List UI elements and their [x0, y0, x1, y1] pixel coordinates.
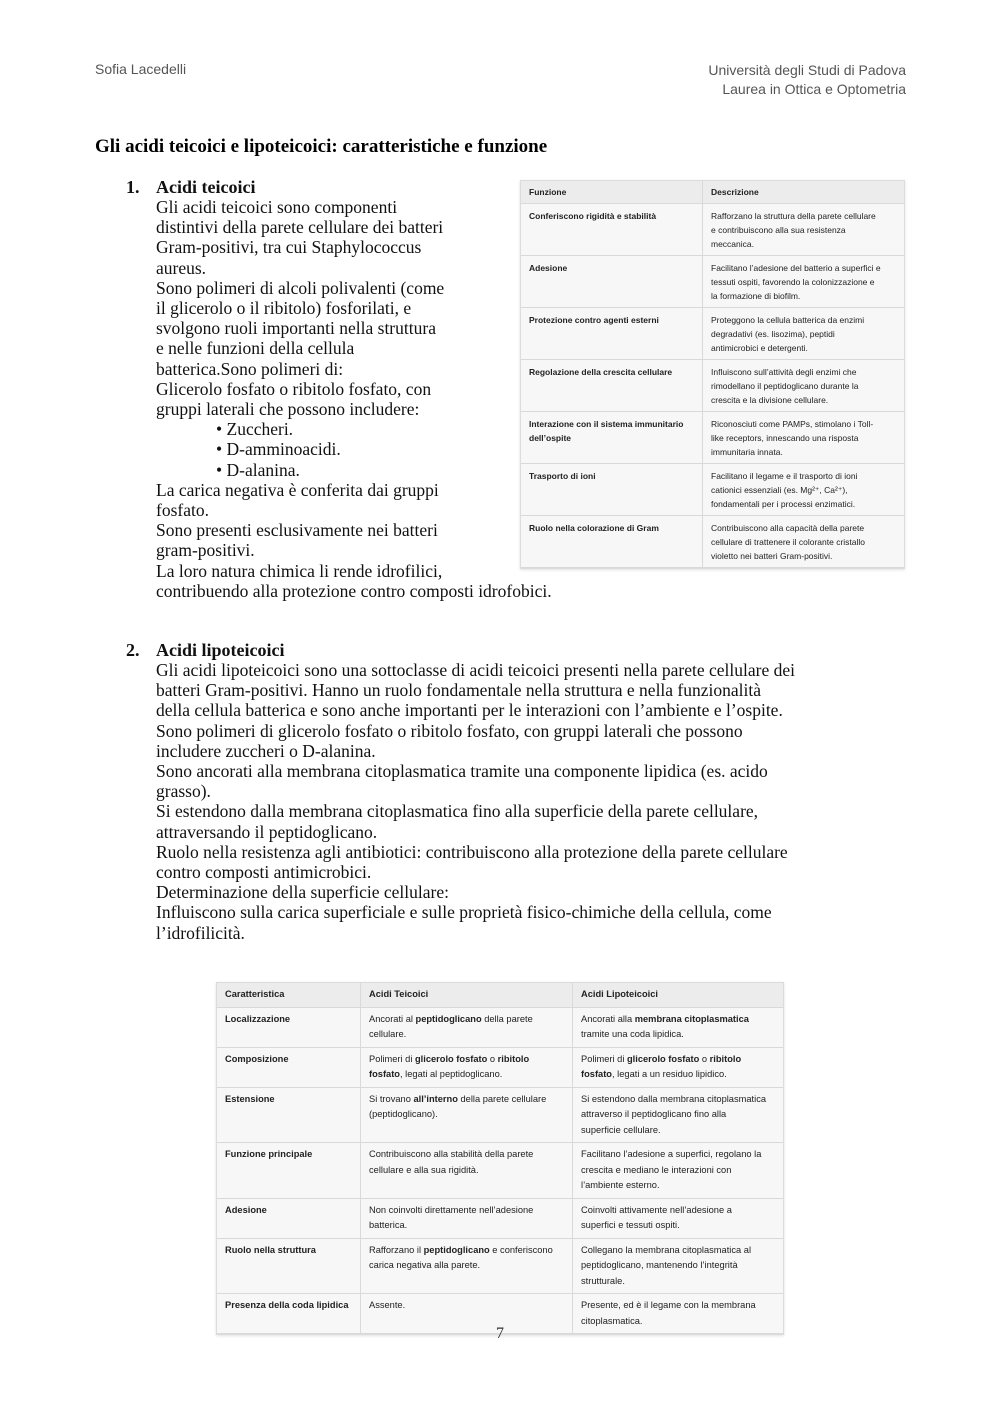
text-line: svolgono ruoli importanti nella struttura — [156, 318, 436, 339]
text-line: Sono polimeri di glicerolo fosfato o ribitolo fosfato, con gruppi laterali che possono — [156, 720, 743, 741]
text-line: Ruolo nella resistenza agli antibiotici: contribuiscono alla protezione della parete cellulare — [156, 841, 788, 862]
cell-text: citoplasmatica. — [581, 1315, 643, 1326]
teichoic-cell — [361, 1087, 573, 1143]
header-author: Sofia Lacedelli — [95, 61, 187, 77]
section1-number: 1. — [126, 177, 140, 197]
description-line: Riconosciuti come PAMPs, stimolano i Toll- — [711, 419, 874, 429]
text-line: attraversando il peptidoglicano. — [156, 821, 378, 842]
row-description — [703, 464, 905, 516]
lipoteichoic-cell — [573, 1198, 784, 1238]
text-line: Sono ancorati alla membrana citoplasmatica tramite una componente lipidica (es. acido — [156, 761, 768, 782]
bold-term: membrana citoplasmatica — [634, 1013, 749, 1024]
cell-text: Polimeri di — [369, 1053, 415, 1064]
cell-line — [581, 1123, 775, 1139]
cell-line — [369, 1218, 564, 1234]
row-label: Ruolo nella struttura — [217, 1238, 361, 1294]
cell-line — [581, 1027, 775, 1043]
description-line: antimicrobici e detergenti. — [711, 343, 808, 353]
text-line: batterica.Sono polimeri di: — [156, 358, 344, 379]
cell-text: carica negativa alla parete. — [369, 1260, 481, 1270]
row-label: Funzione principale — [217, 1143, 361, 1199]
cell-line — [581, 1147, 775, 1163]
description-line: Facilitano l’adesione del batterio a superfici e — [711, 263, 881, 273]
cell-line — [581, 1218, 775, 1234]
cell-text: cellulare. — [369, 1029, 407, 1039]
row-description — [703, 204, 905, 256]
bold-term: fosfato — [581, 1069, 612, 1079]
cell-text: della parete cellulare — [457, 1093, 547, 1104]
cell-text: Si trovano — [369, 1093, 414, 1104]
cell-text: peptidoglicano, mantenendo l’integrità — [581, 1260, 738, 1270]
cell-line — [369, 1147, 564, 1163]
table2-header-caratteristica: Caratteristica — [217, 983, 361, 1007]
text-line: Gram-positivi, tra cui Staphylococcus — [156, 237, 422, 258]
text-line: distintivi della parete cellulare dei batteri — [156, 217, 444, 238]
row-label: Ruolo nella colorazione di Gram — [521, 516, 703, 568]
header-course: Laurea in Ottica e Optometria — [722, 81, 906, 97]
header-university: Università degli Studi di Padova — [708, 62, 906, 78]
text-line: e nelle funzioni della cellula — [156, 338, 355, 359]
table-row — [217, 1143, 783, 1199]
cell-line — [581, 1067, 775, 1083]
table-row — [521, 256, 904, 308]
row-label: Localizzazione — [217, 1007, 361, 1047]
table-row — [521, 360, 904, 412]
cell-text: Rafforzano il — [369, 1244, 424, 1255]
text-line: aureus. — [156, 257, 207, 278]
row-label: Protezione contro agenti esterni — [521, 308, 703, 360]
description-line: Proteggono la cellula batterica da enzimi — [711, 315, 865, 325]
text-line: fosfato. — [156, 500, 209, 521]
table2-header-teicoici: Acidi Teicoici — [361, 983, 573, 1007]
row-description — [703, 360, 905, 412]
description-line: Facilitano il legame e il trasporto di ioni — [711, 471, 858, 481]
cell-line — [369, 1298, 564, 1314]
row-description — [703, 308, 905, 360]
row-label: Trasporto di ioni — [521, 464, 703, 516]
cell-line — [581, 1203, 775, 1219]
cell-text: batterica. — [369, 1220, 408, 1230]
row-label: Adesione — [521, 256, 703, 308]
description-line: fondamentali per i processi enzimatici. — [711, 499, 856, 509]
page-title: Gli acidi teicoici e lipoteicoici: caratteristiche e funzione — [95, 136, 548, 157]
header-institution — [708, 61, 906, 99]
teichoic-cell — [361, 1143, 573, 1199]
lipoteichoic-cell — [573, 1143, 784, 1199]
table-row — [521, 204, 904, 256]
lipoteichoic-cell — [573, 1238, 784, 1294]
cell-line — [369, 1203, 564, 1219]
bold-term: all’interno — [413, 1093, 458, 1104]
table-row — [521, 464, 904, 516]
row-label: Composizione — [217, 1047, 361, 1087]
description-line: like receptors, innescando una risposta — [711, 433, 859, 443]
text-line: batteri Gram-positivi. Hanno un ruolo fondamentale nella struttura e nella funzionalità — [156, 680, 762, 701]
text-line: Influiscono sulla carica superficiale e sulle proprietà fisico-chimiche della cellula, come — [156, 902, 772, 923]
table-row — [521, 412, 904, 464]
row-description — [703, 256, 905, 308]
cell-text: Polimeri di — [581, 1053, 627, 1064]
cell-line — [581, 1012, 775, 1028]
cell-text: Si estendono dalla membrana citoplasmatica — [581, 1093, 767, 1104]
cell-line — [369, 1012, 564, 1028]
cell-text: strutturale. — [581, 1275, 625, 1286]
description-line: e contribuiscono alla sua resistenza — [711, 225, 846, 235]
bold-term: peptidoglicano — [423, 1244, 490, 1255]
text-line: includere zuccheri o D-alanina. — [156, 740, 376, 761]
cell-text: tramite una coda lipidica. — [581, 1029, 684, 1039]
row-label: Conferiscono rigidità e stabilità — [521, 204, 703, 256]
bold-term: peptidoglicano — [415, 1013, 482, 1024]
section2-paragraph — [156, 660, 906, 943]
cell-line — [581, 1107, 775, 1123]
teichoic-cell — [361, 1198, 573, 1238]
cell-text: (peptidoglicano). — [369, 1109, 438, 1119]
description-line: Contribuiscono alla capacità della parete — [711, 523, 865, 533]
section1-heading: Acidi teicoici — [156, 177, 256, 197]
lipoteichoic-cell — [573, 1007, 784, 1047]
section2-number: 2. — [126, 640, 140, 660]
cell-text: crescita e mediano le interazioni con — [581, 1164, 732, 1175]
cell-line — [369, 1027, 564, 1043]
text-line: della cellula batterica e sono anche importanti per le interazioni con l’ambiente e l’ospite. — [156, 700, 783, 721]
row-label: Estensione — [217, 1087, 361, 1143]
text-line: contribuendo alla protezione contro composti idrofobici. — [156, 580, 552, 601]
text-line: La carica negativa è conferita dai gruppi — [156, 479, 439, 500]
cell-line — [581, 1274, 775, 1290]
teichoic-cell — [361, 1047, 573, 1087]
bullet-item: • D-alanina. — [216, 459, 300, 480]
cell-text: e conferiscono — [489, 1244, 553, 1255]
teichoic-cell — [361, 1007, 573, 1047]
description-line: la formazione di biofilm. — [711, 291, 801, 301]
cell-line — [581, 1298, 775, 1314]
text-line: Sono polimeri di alcoli polivalenti (come — [156, 277, 445, 298]
cell-line — [581, 1178, 775, 1194]
description-line: Rafforzano la struttura della parete cellulare — [711, 211, 876, 221]
cell-text: , legati a un residuo lipidico. — [612, 1069, 727, 1079]
description-line: degradativi (es. lisozima), peptidi — [711, 329, 835, 339]
bold-term: glicerolo fosfato — [414, 1053, 488, 1064]
text-line: La loro natura chimica li rende idrofilici, — [156, 560, 443, 581]
cell-line — [369, 1243, 564, 1259]
text-line: Sono presenti esclusivamente nei batteri — [156, 520, 438, 541]
cell-line — [581, 1258, 775, 1274]
description-line: tessuti ospiti, favorendo la colonizzazione e — [711, 277, 875, 287]
section2 — [156, 640, 906, 943]
cell-text: o — [699, 1053, 710, 1064]
cell-text: Non coinvolti direttamente nell’adesione — [369, 1204, 534, 1215]
text-line: contro composti antimicrobici. — [156, 862, 372, 883]
cell-text: l’ambiente esterno. — [581, 1180, 660, 1190]
cell-text: attraverso il peptidoglicano fino alla — [581, 1109, 727, 1119]
cell-line — [581, 1092, 775, 1108]
cell-line — [369, 1092, 564, 1108]
teichoic-cell — [361, 1238, 573, 1294]
text-line: Glicerolo fosfato o ribitolo fosfato, con — [156, 378, 432, 399]
table-row — [217, 1238, 783, 1294]
table-row — [521, 516, 904, 568]
row-label: Presenza della coda lipidica — [217, 1294, 361, 1334]
text-line: gram-positivi. — [156, 540, 255, 561]
table1-header-descrizione: Descrizione — [703, 181, 905, 204]
text-line: Determinazione della superficie cellulare: — [156, 882, 449, 903]
lipoteichoic-cell — [573, 1047, 784, 1087]
bullet-item: • Zuccheri. — [216, 419, 294, 440]
comparison-table — [216, 982, 784, 1335]
bullet-item: • D-amminoacidi. — [216, 439, 341, 460]
row-label: Interazione con il sistema immunitario dell’ospite — [521, 412, 703, 464]
cell-text: superfici e tessuti ospiti. — [581, 1220, 680, 1230]
cell-text: cellulare e alla sua rigidità. — [369, 1164, 479, 1175]
table-row — [217, 1198, 783, 1238]
bold-term: glicerolo fosfato — [626, 1053, 700, 1064]
text-line: grasso). — [156, 781, 211, 802]
text-line: l’idrofilicità. — [156, 922, 245, 943]
bold-term: ribitolo — [497, 1053, 530, 1064]
cell-line — [369, 1163, 564, 1179]
description-line: immunitaria innata. — [711, 447, 783, 457]
cell-text: Presente, ed è il legame con la membrana — [581, 1300, 756, 1310]
text-line: il glicerolo o il ribitolo) fosforilati, e — [156, 298, 412, 319]
description-line: cationici essenziali (es. Mg²⁺, Ca²⁺), — [711, 485, 848, 495]
cell-line — [369, 1067, 564, 1083]
lipoteichoic-cell — [573, 1087, 784, 1143]
description-line: crescita e la divisione cellulare. — [711, 395, 829, 405]
row-description — [703, 516, 905, 568]
table-row — [217, 1087, 783, 1143]
functions-table — [520, 180, 905, 569]
bold-term: ribitolo — [709, 1053, 742, 1064]
cell-text: Ancorati al — [369, 1013, 416, 1024]
cell-text: della parete — [481, 1013, 533, 1024]
text-line: Gli acidi lipoteicoici sono una sottoclasse di acidi teicoici presenti nella parete cellulare dei — [156, 660, 795, 680]
text-line: Si estendono dalla membrana citoplasmatica fino alla superficie della parete cellulare, — [156, 801, 759, 822]
cell-text: Contribuiscono alla stabilità della parete — [369, 1149, 534, 1159]
bold-term: fosfato — [369, 1069, 400, 1079]
description-line: cellulare di trattenere il colorante cristallo — [711, 537, 866, 547]
table2-header-lipoteicoici: Acidi Lipoteicoici — [573, 983, 784, 1007]
description-line: Influiscono sull’attività degli enzimi che — [711, 367, 857, 377]
table-row — [521, 308, 904, 360]
table-row — [217, 1007, 783, 1047]
cell-text: Assente. — [369, 1300, 406, 1310]
cell-line — [581, 1243, 775, 1259]
cell-line — [581, 1052, 775, 1068]
table-row — [217, 1047, 783, 1087]
cell-line — [369, 1258, 564, 1274]
description-line: rimodellano il peptidoglicano durante la — [711, 381, 859, 391]
table1-header-funzione: Funzione — [521, 181, 703, 204]
text-line: Gli acidi teicoici sono componenti — [156, 197, 398, 217]
section2-heading: Acidi lipoteicoici — [156, 640, 285, 660]
cell-line — [369, 1052, 564, 1068]
cell-text: superficie cellulare. — [581, 1124, 661, 1135]
row-label: Adesione — [217, 1198, 361, 1238]
cell-text: Collegano la membrana citoplasmatica al — [581, 1244, 752, 1255]
cell-text: Ancorati alla — [581, 1013, 635, 1024]
text-line: gruppi laterali che possono includere: — [156, 399, 420, 420]
cell-text: Coinvolti attivamente nell’adesione a — [581, 1204, 732, 1215]
description-line: meccanica. — [711, 239, 754, 249]
cell-line — [369, 1107, 564, 1123]
cell-text: Facilitano l’adesione a superfici, regolano la — [581, 1149, 762, 1159]
cell-line — [581, 1163, 775, 1179]
row-description — [703, 412, 905, 464]
cell-text: o — [487, 1053, 498, 1064]
row-label: Regolazione della crescita cellulare — [521, 360, 703, 412]
cell-text: , legati al peptidoglicano. — [400, 1069, 503, 1079]
page-number: 7 — [496, 1325, 504, 1342]
description-line: violetto nei batteri Gram-positivi. — [711, 551, 833, 561]
